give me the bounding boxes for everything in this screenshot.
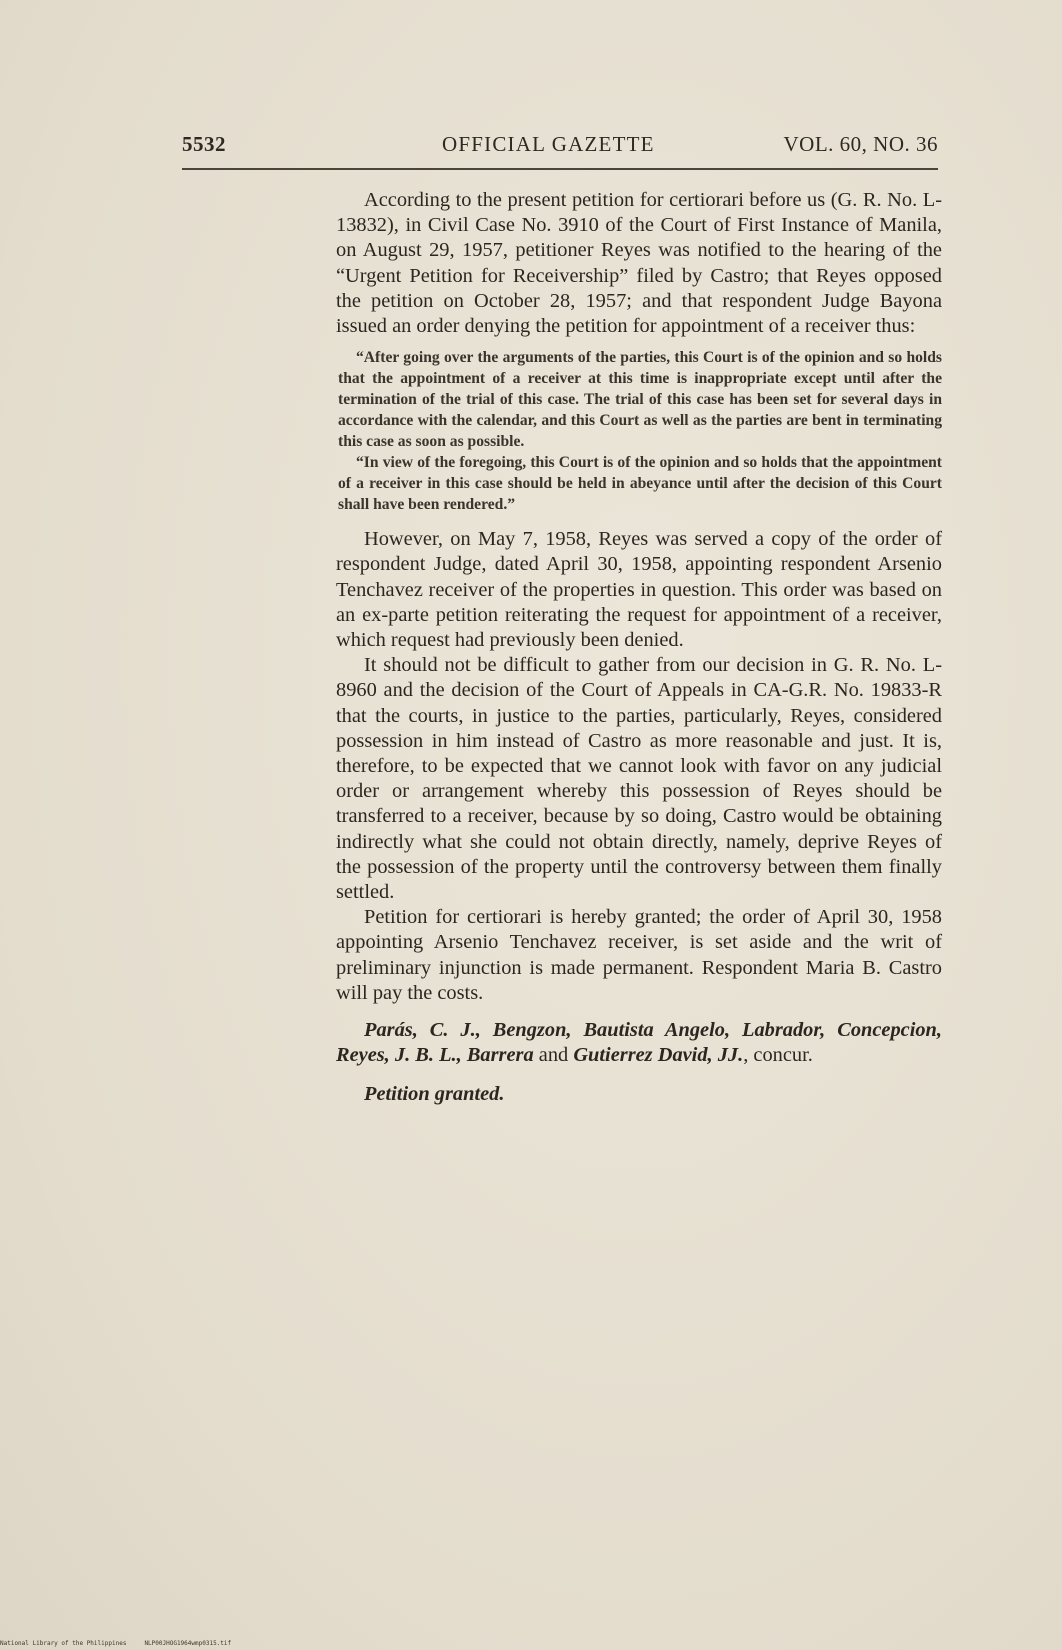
concurrence-line (336, 1018, 942, 1068)
article-body (336, 188, 942, 1108)
paragraph-reasoning: It should not be difficult to gather from our decision in G. R. No. L-8960 and the decision of the Court of Appeals in CA-G.R. No. 19833-R that the courts, in justice to the parties, particularly, Reyes, considered possession in him instead of Castro as more reasonable and just. It is, therefore, to be expected that we cannot look with favor on any judicial order or arrangement whereby this possession of Reyes should be transferred to a receiver, because by so doing, Castro would be obtaining indirectly what she could not obtain directly, namely, deprive Reyes of the possession of the property until the controversy between them finally settled. (336, 654, 942, 904)
paragraph-petition: According to the present petition for certiorari before us (G. R. No. L-13832), in Civil Case No. 3910 of the Court of First Instance of Manila, on August 29, 1957, petitioner Reyes was notified to the hearing of the “Urgent Petition for Receivership” filed by Castro; that Reyes opposed the petition on October 28, 1957; and that respondent Judge Bayona issued an order denying the petition for appointment of a receiver thus: (336, 189, 942, 338)
concur-end: , concur. (743, 1044, 813, 1067)
header-rule (182, 168, 938, 170)
volume-number: VOL. 60, NO. 36 (783, 132, 938, 156)
quoted-order-1: “After going over the arguments of the parties, this Court is of the opinion and so holds that the appointment of a receiver at this time is inappropriate except until after the termination of the trial of this case. The trial of this case has been set for several days in accordance with the calendar, and this Court as well as the parties are bent in terminating this case as soon as possible. (338, 349, 942, 451)
paragraph-disposition: Petition for certiorari is hereby granted; the order of April 30, 1958 appointing Arsenio Tenchavez receiver, is set aside and the writ of preliminary injunction is made permanent. Respondent Maria B. Castro will pay the costs. (336, 906, 942, 1004)
running-header (182, 132, 938, 164)
gazette-title: OFFICIAL GAZETTE (442, 132, 655, 156)
paragraph-ex-parte: However, on May 7, 1958, Reyes was served a copy of the order of respondent Judge, dated April 30, 1958, appointing respondent Arsenio Tenchavez receiver of the properties in question. This order was based on an ex-parte petition reiterating the request for appointment of a receiver, which request had previously been denied. (336, 528, 942, 652)
concurring-last-justice: Gutierrez David, JJ. (573, 1044, 744, 1067)
scan-filename: NLP00JHOG1964wmp0315.tif (144, 1640, 232, 1647)
concurring-justices: Parás, C. J., Bengzon, Bautista Angelo, Labrador, Concepcion, Reyes, J. B. L., Barrera (336, 1019, 942, 1067)
library-credit: National Library of the Philippines (0, 1640, 127, 1647)
result-line: Petition granted. (364, 1083, 505, 1106)
quoted-order-2: “In view of the foregoing, this Court is of the opinion and so holds that the appointment of a receiver in this case should be held in abeyance until after the decision of this Court shall have been rendered.” (338, 454, 942, 514)
concur-and: and (533, 1044, 574, 1067)
page-number: 5532 (182, 132, 226, 156)
scan-footer (0, 1640, 231, 1647)
